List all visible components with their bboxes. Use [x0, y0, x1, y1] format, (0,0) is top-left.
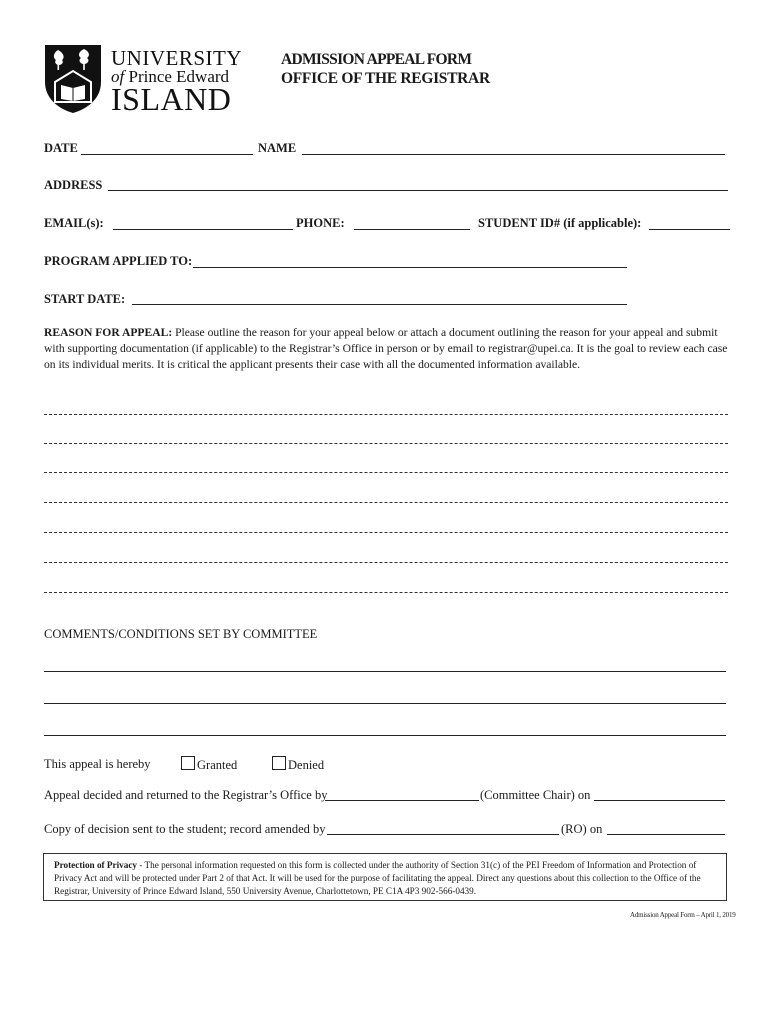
reason-line[interactable] [44, 414, 728, 415]
denied-label: Denied [288, 758, 325, 772]
logo-of: of [111, 67, 125, 86]
reason-line[interactable] [44, 592, 728, 593]
reason-line[interactable] [44, 502, 728, 503]
form-title: ADMISSION APPEAL FORM [281, 51, 472, 68]
reason-line[interactable] [44, 472, 728, 473]
logo-line-university: UNIVERSITY [111, 46, 242, 70]
footer-form-version: Admission Appeal Form – April 1, 2019 [630, 911, 736, 919]
email-field[interactable] [113, 229, 293, 230]
returned-text: Appeal decided and returned to the Registrar’s Office by [44, 788, 328, 802]
privacy-notice [43, 853, 727, 901]
name-field[interactable] [302, 154, 725, 155]
ro-field[interactable] [327, 834, 559, 835]
date-field[interactable] [81, 154, 253, 155]
logo-line-island: ISLAND [111, 81, 232, 117]
reason-label: REASON FOR APPEAL: [44, 326, 173, 339]
reason-text: Please outline the reason for your appeal below or attach a document outlining the reason for your appeal and submit with supporting documentation (if applicable) to the Registrar’s Office in person or by email to registrar@upei.ca. It is the goal to review each case on its individual merits. It is critical the applicant presents their case with all the documented information available. [44, 326, 728, 371]
address-field[interactable] [108, 190, 728, 191]
form-subtitle: OFFICE OF THE REGISTRAR [281, 70, 490, 87]
comments-line[interactable] [44, 703, 726, 704]
committee-date-field[interactable] [594, 800, 725, 801]
program-label: PROGRAM APPLIED TO: [44, 254, 193, 268]
committee-chair-field[interactable] [325, 800, 479, 801]
logo-prince-edward: Prince Edward [128, 67, 230, 86]
comments-line[interactable] [44, 671, 726, 672]
name-label: NAME [258, 141, 297, 155]
denied-option[interactable] [272, 756, 324, 773]
start-date-label: START DATE: [44, 292, 126, 306]
copy-text: Copy of decision sent to the student; record amended by [44, 822, 326, 836]
university-logo [44, 44, 242, 117]
reason-line[interactable] [44, 532, 728, 533]
phone-field[interactable] [354, 229, 470, 230]
reason-paragraph [44, 325, 734, 373]
privacy-label: Protection of Privacy [54, 860, 137, 870]
start-date-field[interactable] [132, 304, 627, 305]
student-id-field[interactable] [649, 229, 730, 230]
granted-option[interactable] [181, 756, 237, 773]
privacy-text: - The personal information requested on this form is collected under the authority of Section 31(c) of the PEI Freedom of Information and Protection of Privacy Act and will be protected under Part 2 of that Act. It will be used for the purpose of facilitating the appeal. Direct any questions about this collection to the Office of the Registrar, University of Prince Edward Island, 550 University Avenue, Charlottetown, PE C1A 4P3 902-566-0439. [54, 860, 701, 896]
student-id-label: STUDENT ID# (if applicable): [478, 216, 642, 230]
ro-label: (RO) on [561, 822, 603, 836]
reason-line[interactable] [44, 443, 728, 444]
address-label: ADDRESS [44, 178, 103, 192]
date-label: DATE [44, 141, 78, 155]
granted-checkbox[interactable] [181, 756, 195, 770]
crest-icon [44, 44, 102, 114]
email-label: EMAIL(s): [44, 216, 104, 230]
decision-intro: This appeal is hereby [44, 757, 151, 771]
ro-date-field[interactable] [607, 834, 725, 835]
comments-line[interactable] [44, 735, 726, 736]
reason-line[interactable] [44, 562, 728, 563]
comments-label: COMMENTS/CONDITIONS SET BY COMMITTEE [44, 627, 318, 641]
committee-chair-label: (Committee Chair) on [480, 788, 591, 802]
granted-label: Granted [197, 758, 238, 772]
program-field[interactable] [193, 267, 627, 268]
denied-checkbox[interactable] [272, 756, 286, 770]
phone-label: PHONE: [296, 216, 345, 230]
